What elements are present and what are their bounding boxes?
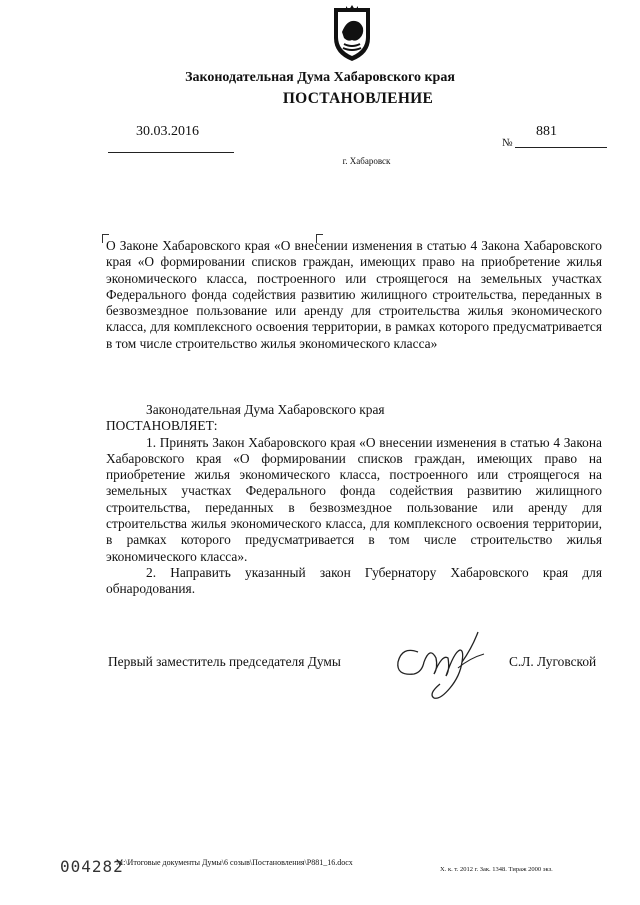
body-item-2: 2. Направить указанный закон Губернатору Хабаровского края для обнародования.	[106, 564, 602, 597]
city: г. Хабаровск	[342, 156, 391, 166]
coat-of-arms-icon	[330, 4, 374, 64]
body-resolves: ПОСТАНОВЛЯЕТ:	[106, 418, 218, 434]
org-name: Законодательная Дума Хабаровского края	[185, 70, 455, 85]
document-title: О Законе Хабаровского края «О внесении изменения в статью 4 Закона Хабаровского края «О формировании списков граждан, имеющих право на приобретение жилья экономического класса, построенного или строящегося на земельных участках Федерального фонда содействия развитию жилищного строительства, переданных в безвозмездное пользование или аренду для строительства жилья экономического класса, для комплексного освоения территории, в рамках которого предусматривается в том числе строительство жилья экономического класса»	[106, 238, 602, 351]
body-intro: Законодательная Дума Хабаровского края	[146, 402, 385, 417]
number-underline	[515, 147, 607, 148]
document-body	[106, 402, 602, 598]
document-date: 30.03.2016	[136, 124, 199, 139]
signer-position: Первый заместитель председателя Думы	[108, 654, 341, 669]
document-type: ПОСТАНОВЛЕНИЕ	[282, 90, 434, 107]
number-sign: №	[502, 137, 513, 149]
print-info: Х. к. т. 2012 г. Зак. 1348. Тираж 2000 экз.	[440, 866, 553, 873]
document-number: 881	[536, 124, 557, 139]
handwritten-signature	[388, 628, 492, 704]
date-underline	[108, 152, 234, 153]
body-item-1: 1. Принять Закон Хабаровского края «О внесении изменения в статью 4 Закона Хабаровского края «О формировании списков граждан, имеющих право на приобретение жилья экономического класса, построенного или строящегося на земельных участках Федерального фонда содействия развитию жилищного строительства, переданных в безвозмездное пользование или аренду для строительства жилья экономического класса, для комплексного освоения территории, в рамках которого предусматривается в том числе строительство жилья экономического класса».	[106, 434, 602, 564]
file-path: М:\Итоговые документы Думы\6 созыв\Постановления\P881_16.docx	[116, 858, 353, 867]
signer-name: С.Л. Луговской	[509, 654, 597, 669]
registration-number: 004282	[60, 857, 124, 876]
